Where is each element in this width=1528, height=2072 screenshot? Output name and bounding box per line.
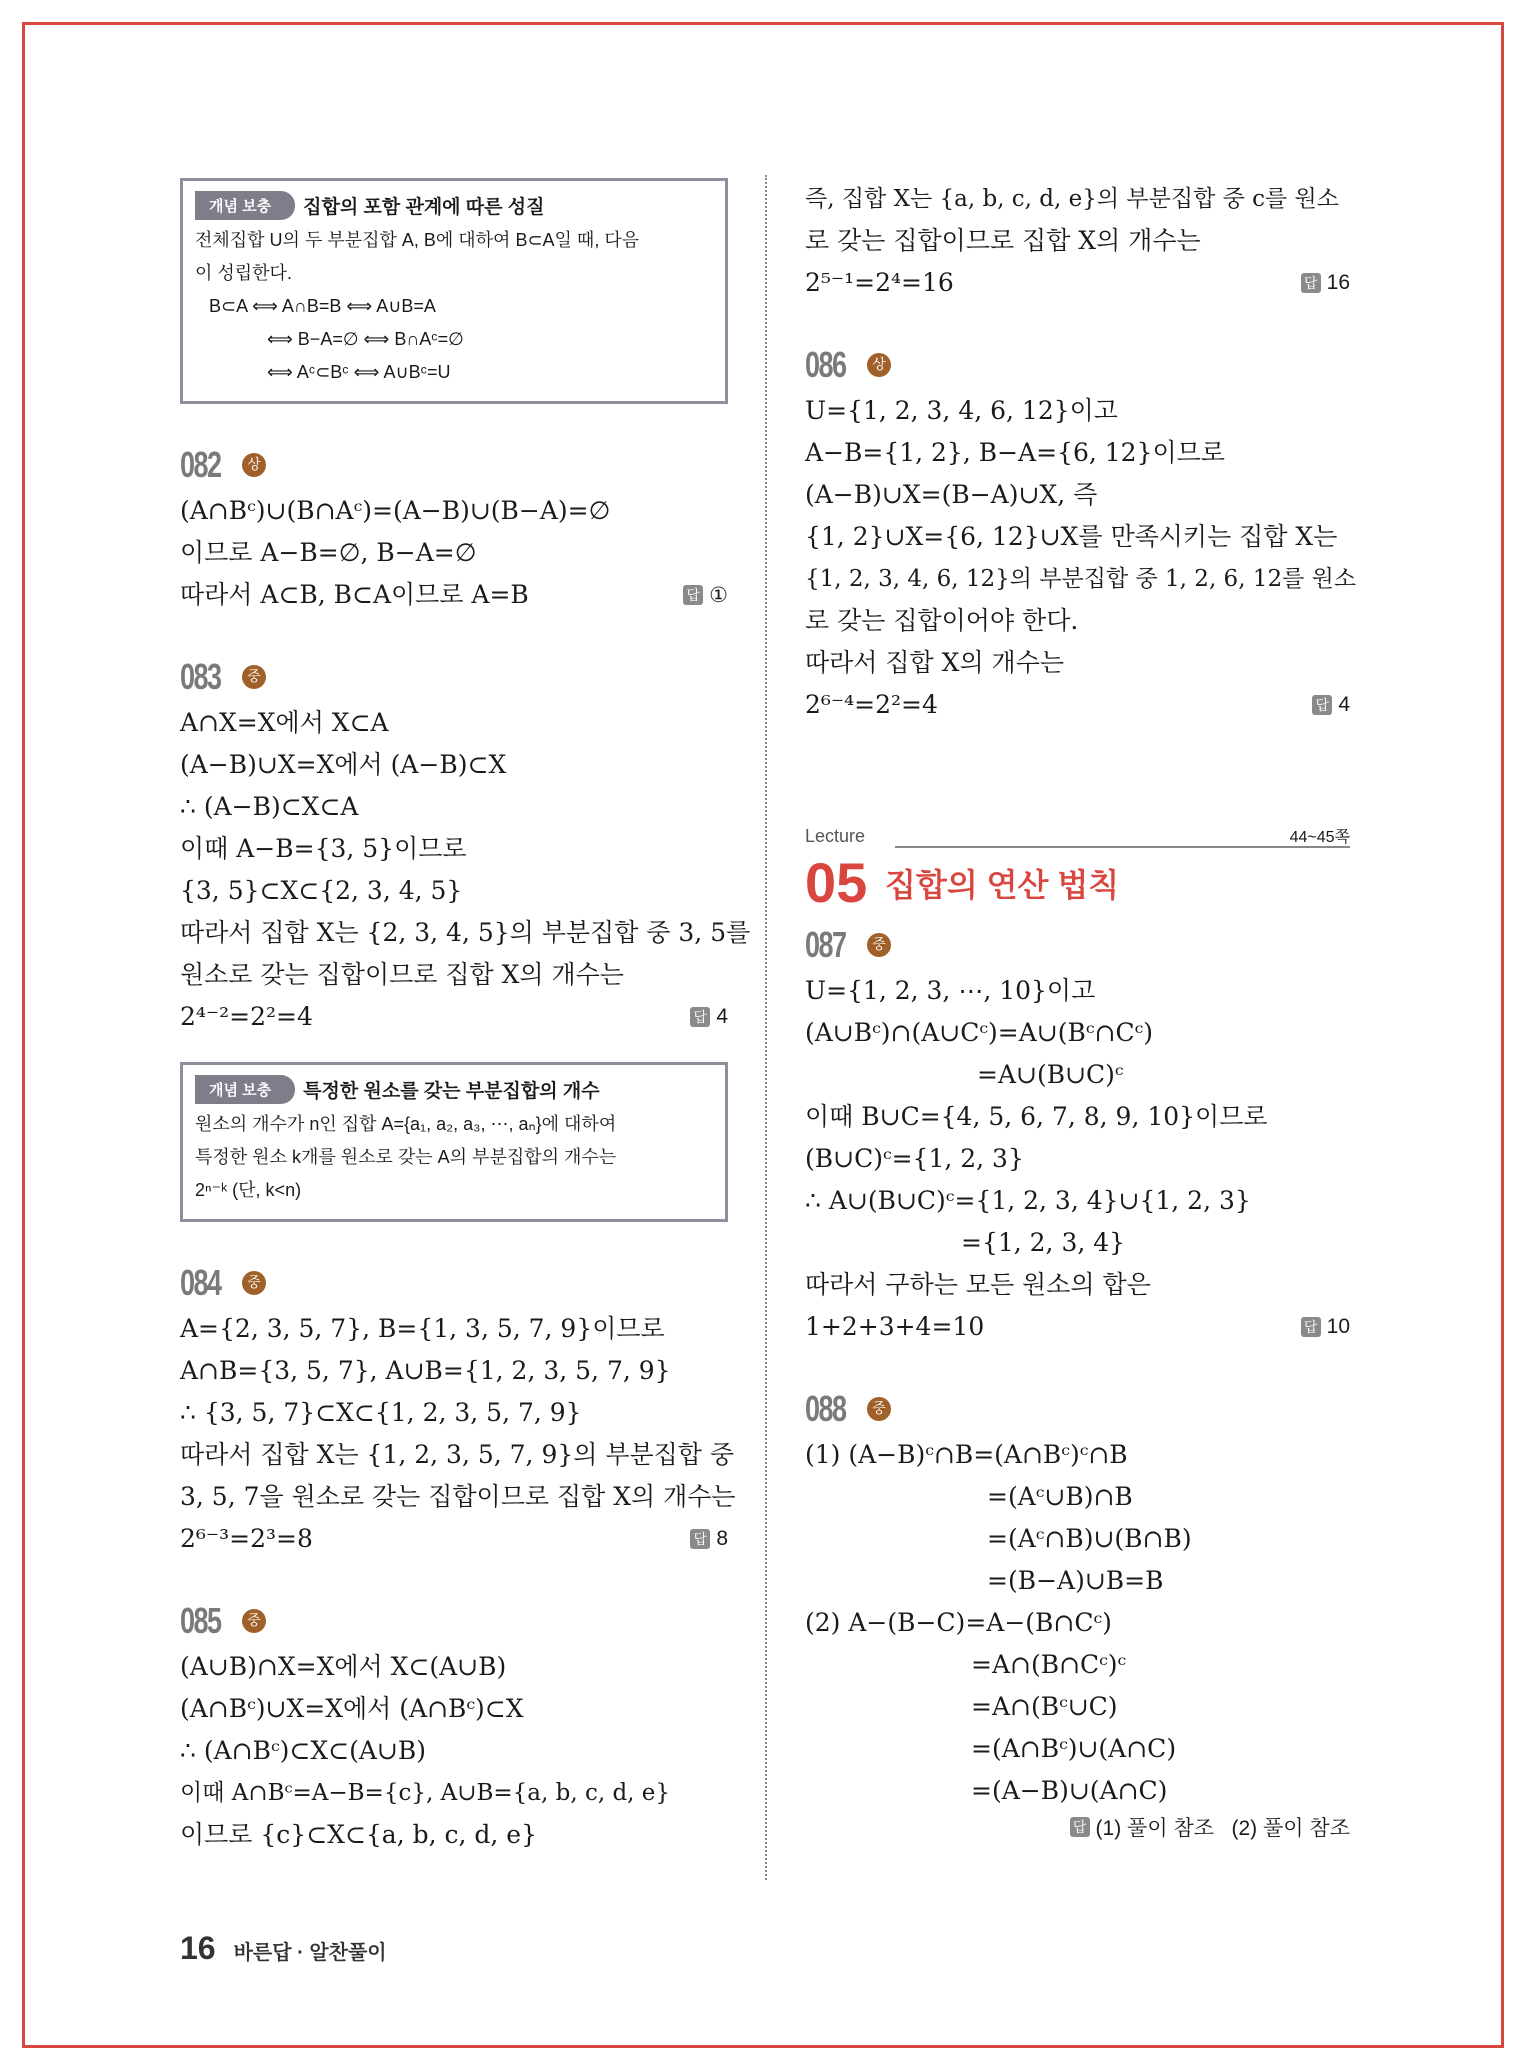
concept-box: [180, 1062, 728, 1222]
problem-number: 087: [805, 924, 846, 965]
problem-number: 084: [180, 1262, 221, 1303]
concept-tag: 개념 보충: [195, 191, 295, 220]
concept-title: 집합의 포함 관계에 따른 성질: [303, 197, 545, 218]
solution-line: =(A−B)∪(A∩C): [971, 1776, 1168, 1805]
solution-line: {1, 2, 3, 4, 6, 12}의 부분집합 중 1, 2, 6, 12를 원소: [805, 566, 1357, 592]
lecture-label: Lecture: [805, 826, 866, 846]
answer: [683, 583, 728, 608]
concept-line: ⟺ Aᶜ⊂Bᶜ ⟺ A∪Bᶜ=U: [267, 362, 451, 382]
solution-line: 즉, 집합 X는 {a, b, c, d, e}의 부분집합 중 c를 원소: [805, 186, 1339, 212]
answer-value: 4: [1338, 693, 1350, 716]
problem-heading: [805, 344, 1350, 386]
solution-line: 따라서 구하는 모든 원소의 합은: [805, 1270, 1151, 1299]
answer-value: 10: [1326, 1315, 1350, 1338]
solution-line: 따라서 A⊂B, B⊂A이므로 A=B: [180, 580, 529, 609]
solution-line: 원소로 갖는 집합이므로 집합 X의 개수는: [180, 960, 624, 989]
solution-line: =A∩(Bᶜ∪C): [971, 1692, 1118, 1721]
solution-line: 2⁵⁻¹=2⁴=16: [805, 268, 954, 297]
concept-line: 특정한 원소 k개를 원소로 갖는 A의 부분집합의 개수는: [195, 1147, 617, 1167]
answer-value: 16: [1326, 271, 1350, 294]
difficulty-badge: 중: [867, 1397, 891, 1421]
solution-line: 따라서 집합 X의 개수는: [805, 648, 1064, 677]
solution-line: 2⁶⁻⁴=2²=4: [805, 690, 938, 719]
solution-line: 따라서 집합 X는 {2, 3, 4, 5}의 부분집합 중 3, 5를: [180, 918, 751, 947]
concept-line: 이 성립한다.: [195, 263, 292, 283]
problem-number: 088: [805, 1388, 846, 1429]
footer-title: 바른답 · 알찬풀이: [233, 1942, 387, 1964]
difficulty-badge: 중: [242, 1271, 266, 1295]
solution-line: ∴ {3, 5, 7}⊂X⊂{1, 2, 3, 5, 7, 9}: [180, 1398, 582, 1427]
solution-line: 이때 A−B={3, 5}이므로: [180, 834, 467, 863]
solution-line: 3, 5, 7을 원소로 갖는 집합이므로 집합 X의 개수는: [180, 1482, 736, 1511]
solution-line: ∴ (A∩Bᶜ)⊂X⊂(A∪B): [180, 1736, 426, 1765]
problem-heading: [805, 924, 1350, 966]
solution-line: 이므로 {c}⊂X⊂{a, b, c, d, e}: [180, 1820, 537, 1849]
solution-line: A−B={1, 2}, B−A={6, 12}이므로: [805, 438, 1225, 467]
solution-line: ∴ A∪(B∪C)ᶜ={1, 2, 3, 4}∪{1, 2, 3}: [805, 1186, 1251, 1215]
solution-line: (1) (A−B)ᶜ∩B=(A∩Bᶜ)ᶜ∩B: [805, 1440, 1128, 1469]
concept-line: 원소의 개수가 n인 집합 A={a₁, a₂, a₃, ⋯, aₙ}에 대하여: [195, 1114, 617, 1134]
concept-line: B⊂A ⟺ A∩B=B ⟺ A∪B=A: [209, 296, 436, 316]
problem-heading: [180, 444, 728, 486]
answer: [1301, 271, 1350, 295]
problem-heading: [805, 1388, 1350, 1430]
concept-line: ⟺ B−A=∅ ⟺ B∩Aᶜ=∅: [267, 329, 464, 349]
solution-line: ∴ (A−B)⊂X⊂A: [180, 792, 359, 821]
right-column: [805, 178, 1357, 1842]
problem-heading: [180, 656, 728, 698]
answer-icon: 답: [1301, 1317, 1321, 1337]
solution-line: 이므로 A−B=∅, B−A=∅: [180, 538, 477, 567]
lecture-title: 집합의 연산 법칙: [885, 867, 1120, 903]
concept-title: 특정한 원소를 갖는 부분집합의 개수: [303, 1081, 600, 1102]
concept-box: [180, 178, 728, 404]
lecture-number: 05: [805, 851, 868, 914]
solution-line: 이때 A∩Bᶜ=A−B={c}, A∪B={a, b, c, d, e}: [180, 1780, 671, 1806]
page-footer: [180, 1930, 387, 1967]
problem-number: 083: [180, 656, 221, 697]
solution-line: =(Aᶜ∩B)∪(B∩B): [987, 1524, 1192, 1553]
lecture-rule: [895, 846, 1350, 848]
answer: [690, 1005, 728, 1029]
solution-line: 2⁶⁻³=2³=8: [180, 1524, 313, 1553]
answer-value: (1) 풀이 참조 (2) 풀이 참조: [1095, 1817, 1350, 1840]
solution-line: =A∪(B∪C)ᶜ: [977, 1060, 1124, 1089]
solution-line: 로 갖는 집합이므로 집합 X의 개수는: [805, 226, 1201, 255]
solution-line: (A∩Bᶜ)∪X=X에서 (A∩Bᶜ)⊂X: [180, 1694, 524, 1723]
left-column: [180, 178, 751, 1856]
problem-heading: [180, 1600, 728, 1642]
solution-line: (A∩Bᶜ)∪(B∩Aᶜ)=(A−B)∪(B−A)=∅: [180, 496, 611, 525]
solution-line: ={1, 2, 3, 4}: [961, 1228, 1126, 1257]
solution-line: =A∩(B∩Cᶜ)ᶜ: [971, 1650, 1127, 1679]
solution-line: (A∪B)∩X=X에서 X⊂(A∪B): [180, 1652, 507, 1681]
difficulty-badge: 중: [867, 933, 891, 957]
solution-line: 따라서 집합 X는 {1, 2, 3, 5, 7, 9}의 부분집합 중: [180, 1440, 735, 1469]
answer-value: 8: [716, 1527, 728, 1550]
answer: [1312, 693, 1350, 717]
answer: [1301, 1315, 1350, 1339]
difficulty-badge: 상: [867, 353, 891, 377]
solution-line: 2⁴⁻²=2²=4: [180, 1002, 313, 1031]
solution-line: 1+2+3+4=10: [805, 1312, 985, 1341]
difficulty-badge: 중: [242, 665, 266, 689]
answer-icon: 답: [1301, 273, 1321, 293]
solution-line: (A∪Bᶜ)∩(A∪Cᶜ)=A∪(Bᶜ∩Cᶜ): [805, 1018, 1153, 1047]
problem-number: 082: [180, 444, 221, 485]
concept-line: 전체집합 U의 두 부분집합 A, B에 대하여 B⊂A일 때, 다음: [195, 230, 640, 250]
solution-line: =(B−A)∪B=B: [987, 1566, 1164, 1595]
problem-number: 086: [805, 344, 846, 385]
page-number: 16: [180, 1930, 216, 1966]
answer-icon: 답: [690, 1529, 710, 1549]
solution-line: {3, 5}⊂X⊂{2, 3, 4, 5}: [180, 876, 463, 905]
solution-line: 로 갖는 집합이어야 한다.: [805, 606, 1079, 635]
solution-line: {1, 2}∪X={6, 12}∪X를 만족시키는 집합 X는: [805, 522, 1338, 551]
lecture-header: [805, 826, 1350, 916]
solution-line: A∩B={3, 5, 7}, A∪B={1, 2, 3, 5, 7, 9}: [180, 1356, 671, 1385]
answer-icon: 답: [1312, 695, 1332, 715]
answer-value: ①: [709, 583, 728, 607]
solution-line: (A−B)∪X=X에서 (A−B)⊂X: [180, 750, 507, 779]
answer: [1070, 1812, 1350, 1842]
problem-number: 085: [180, 1600, 221, 1641]
solution-line: A={2, 3, 5, 7}, B={1, 3, 5, 7, 9}이므로: [180, 1314, 665, 1343]
answer-icon: 답: [1070, 1817, 1090, 1837]
solution-line: =(Aᶜ∪B)∩B: [987, 1482, 1133, 1511]
lecture-pages: 44~45쪽: [1289, 829, 1350, 846]
concept-line: 2ⁿ⁻ᵏ (단, k<n): [195, 1180, 302, 1200]
solution-line: (B∪C)ᶜ={1, 2, 3}: [805, 1144, 1024, 1173]
column-divider: [765, 175, 767, 1880]
solution-line: (2) A−(B−C)=A−(B∩Cᶜ): [805, 1608, 1112, 1637]
difficulty-badge: 상: [242, 453, 266, 477]
solution-line: =(A∩Bᶜ)∪(A∩C): [971, 1734, 1177, 1763]
solution-line: U={1, 2, 3, ⋯, 10}이고: [805, 976, 1096, 1005]
answer-value: 4: [716, 1005, 728, 1028]
problem-heading: [180, 1262, 728, 1304]
answer: [690, 1527, 728, 1551]
answer-icon: 답: [690, 1007, 710, 1027]
concept-tag: 개념 보충: [195, 1075, 295, 1104]
solution-line: U={1, 2, 3, 4, 6, 12}이고: [805, 396, 1118, 425]
difficulty-badge: 중: [242, 1609, 266, 1633]
answer-icon: 답: [683, 585, 703, 605]
solution-line: (A−B)∪X=(B−A)∪X, 즉: [805, 480, 1098, 509]
solution-line: 이때 B∪C={4, 5, 6, 7, 8, 9, 10}이므로: [805, 1102, 1268, 1131]
solution-line: A∩X=X에서 X⊂A: [180, 708, 389, 737]
